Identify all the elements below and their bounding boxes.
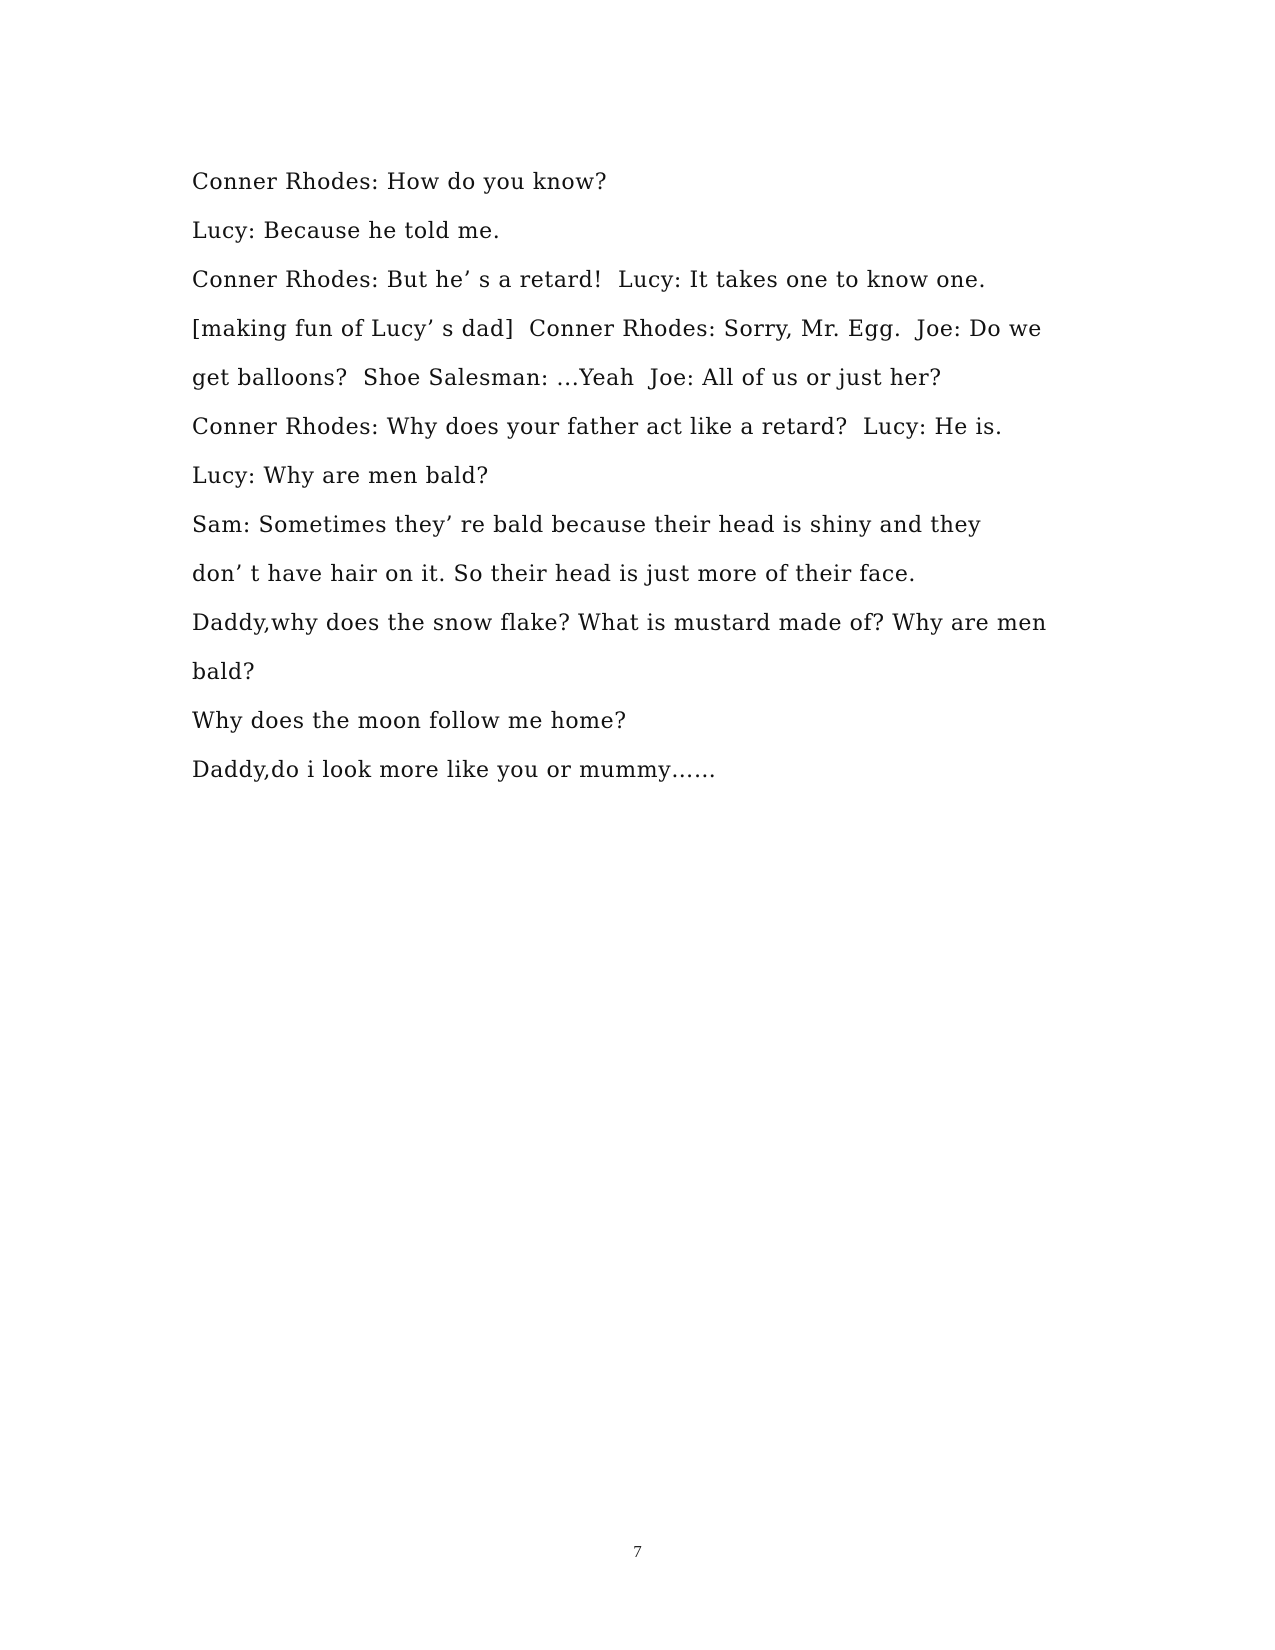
text-line-11: bald? [192,660,256,685]
text-line-3: Conner Rhodes: But he’ s a retard! Lucy: It takes one to know one. [192,268,987,293]
text-line-12: Why does the moon follow me home? [192,709,627,734]
text-line-8: Sam: Sometimes they’ re bald because their head is shiny and they [192,513,982,538]
text-line-7: Lucy: Why are men bald? [192,464,489,489]
page-number: 7 [633,1542,642,1561]
text-line-1: Conner Rhodes: How do you know? [192,170,608,195]
body-text [192,158,1092,795]
text-line-2: Lucy: Because he told me. [192,219,501,244]
text-line-4: [making fun of Lucy’ s dad] Conner Rhodes: Sorry, Mr. Egg. Joe: Do we [192,317,1042,342]
text-line-9: don’ t have hair on it. So their head is just more of their face. [192,562,917,587]
text-line-6: Conner Rhodes: Why does your father act like a retard? Lucy: He is. [192,415,1003,440]
text-line-13: Daddy,do i look more like you or mummy…… [192,758,717,783]
text-line-10: Daddy,why does the snow flake? What is mustard made of? Why are men [192,611,1047,636]
text-line-5: get balloons? Shoe Salesman: ...Yeah Joe: All of us or just her? [192,366,942,391]
